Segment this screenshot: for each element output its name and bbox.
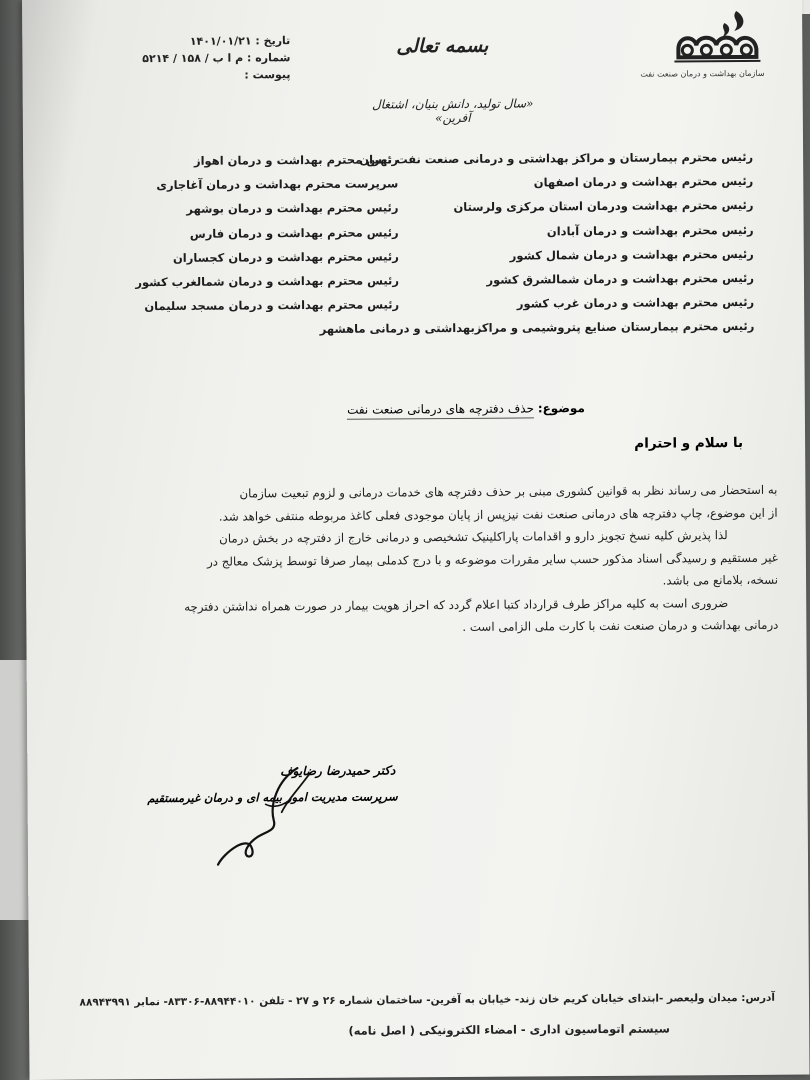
recipient-item: رئیس محترم بهداشت و درمان غرب کشور — [516, 295, 755, 311]
subject-text: حذف دفترچه های درمانی صنعت نفت — [347, 401, 534, 419]
recipient-item: سرپرست محترم بهداشت و درمان آغاجاری — [156, 176, 399, 193]
date-value: ۱۴۰۱/۰۱/۲۱ — [189, 34, 252, 48]
recipient-item: رئیس محترم بهداشت و درمان آبادان — [546, 222, 754, 238]
signatory-name: دکتر حمیدرضا رضایوف — [280, 763, 396, 779]
footer-system-note: سیستم اتوماسیون اداری - امضاء الکترونیکی ( اصل نامه) — [348, 1021, 671, 1038]
subject-line — [295, 401, 585, 417]
underlying-sheet — [0, 660, 30, 920]
recipient-item: رئیس محترم بهداشت و درمان بوشهر — [186, 200, 399, 217]
recipient-item: رئیس محترم بهداشت ودرمان استان مرکزی ولرستان — [453, 198, 754, 215]
recipient-item: رئیس محترم بهداشت و درمان شمالغرب کشور — [135, 273, 400, 290]
attachment-label: پیوست : — [244, 68, 291, 82]
letter-meta — [140, 32, 290, 84]
letter-body — [117, 479, 778, 641]
recipients-right-column — [319, 145, 755, 341]
handwritten-signature — [177, 760, 328, 871]
date-label: تاریخ : — [255, 34, 291, 48]
footer-address: آدرس: میدان ولیعصر -ابتدای خیابان کریم خان زند- خیابان به آفرین- ساختمان شماره ۲۶ و ۲۷ - تلفن ۸۸۹۴۴۰۱۰-۸۳۳۰۶- نمابر ۸۸۹۴۳۹۹۱ — [79, 991, 776, 1009]
body-line: درمانی بهداشت و درمان صنعت نفت با کارت ملی الزامی است . — [462, 617, 779, 634]
recipient-item: رئیس محترم بهداشت و درمان کجساران — [172, 249, 399, 265]
body-line: ضروری است به کلیه مراکز طرف قرارداد کتبا اعلام گردد که احراز هویت بیمار در صورت همراه نداشتن دفترچه — [184, 595, 729, 614]
recipient-item: رئیس محترم بهداشت و درمان مسجد سلیمان — [144, 297, 400, 314]
subject-label: موضوع: — [537, 401, 585, 416]
date-row — [140, 32, 290, 50]
recipient-item: رئیس محترم بهداشت و درمان اهواز — [193, 152, 399, 168]
body-line: به استحضار می رساند نظر به قوانین کشوری مبنی بر حذف دفترچه های خدمات درمانی و لزوم تبعیت سازمان — [239, 482, 778, 501]
body-line: لذا پذیرش کلیه نسخ تجویز دارو و اقدامات پاراکلینیک تشخیصی و درمانی خارج از دفترچه در بخش درمان — [219, 528, 728, 546]
attachment-row — [140, 66, 290, 84]
recipient-item: رئیس محترم بهداشت و درمان شمال کشور — [509, 246, 754, 263]
recipient-item: رئیس محترم بهداشت و درمان فارس — [189, 224, 399, 241]
recipient-item: رئیس محترم بهداشت و درمان شمالشرق کشور — [486, 270, 755, 287]
oil-flame-logo-icon — [664, 5, 775, 78]
number-value: م ا ب / ۱۵۸ / ۵۲۱۴ — [142, 51, 244, 66]
greeting: با سلام و احترام — [634, 434, 744, 452]
recipient-item: رئیس محترم بهداشت و درمان اصفهان — [533, 174, 754, 190]
signatory-title: سرپرست مدیریت امور بیمه ای و درمان غیرمستقیم — [147, 789, 398, 806]
year-slogan: «سال تولید، دانش بنیان، اشتغال آفرین» — [371, 96, 534, 126]
recipients-left-column — [128, 147, 399, 318]
number-row — [140, 49, 290, 67]
body-line: نسخه، بلامانع می باشد. — [662, 572, 779, 588]
logo-caption: سازمان بهداشت و درمان صنعت نفت — [640, 68, 765, 79]
letter-page — [22, 0, 810, 1080]
number-label: شماره : — [246, 51, 291, 65]
body-line: غیر مستقیم و رسیدگی اسناد مذکور حسب سایر مقررات موضوعه و با درج کدملی بیمار صرفا توسط پزشک معالج در — [207, 550, 778, 569]
recipient-item: رئیس محترم بیمارستان و مراکز بهداشتی و درمانی صنعت نفت تهران — [359, 149, 754, 167]
recipient-item: رئیس محترم بیمارستان صنایع پتروشیمی و مراکزبهداشتی و درمانی ماهشهر — [319, 319, 755, 337]
basmala-heading: بسمه تعالی — [396, 34, 489, 58]
body-line: از این موضوع، چاپ دفترچه های درمانی صنعت نفت نیزپس از پایان موجودی فعلی کاغذ مربوطه منتفی خواهد شد. — [218, 505, 778, 524]
